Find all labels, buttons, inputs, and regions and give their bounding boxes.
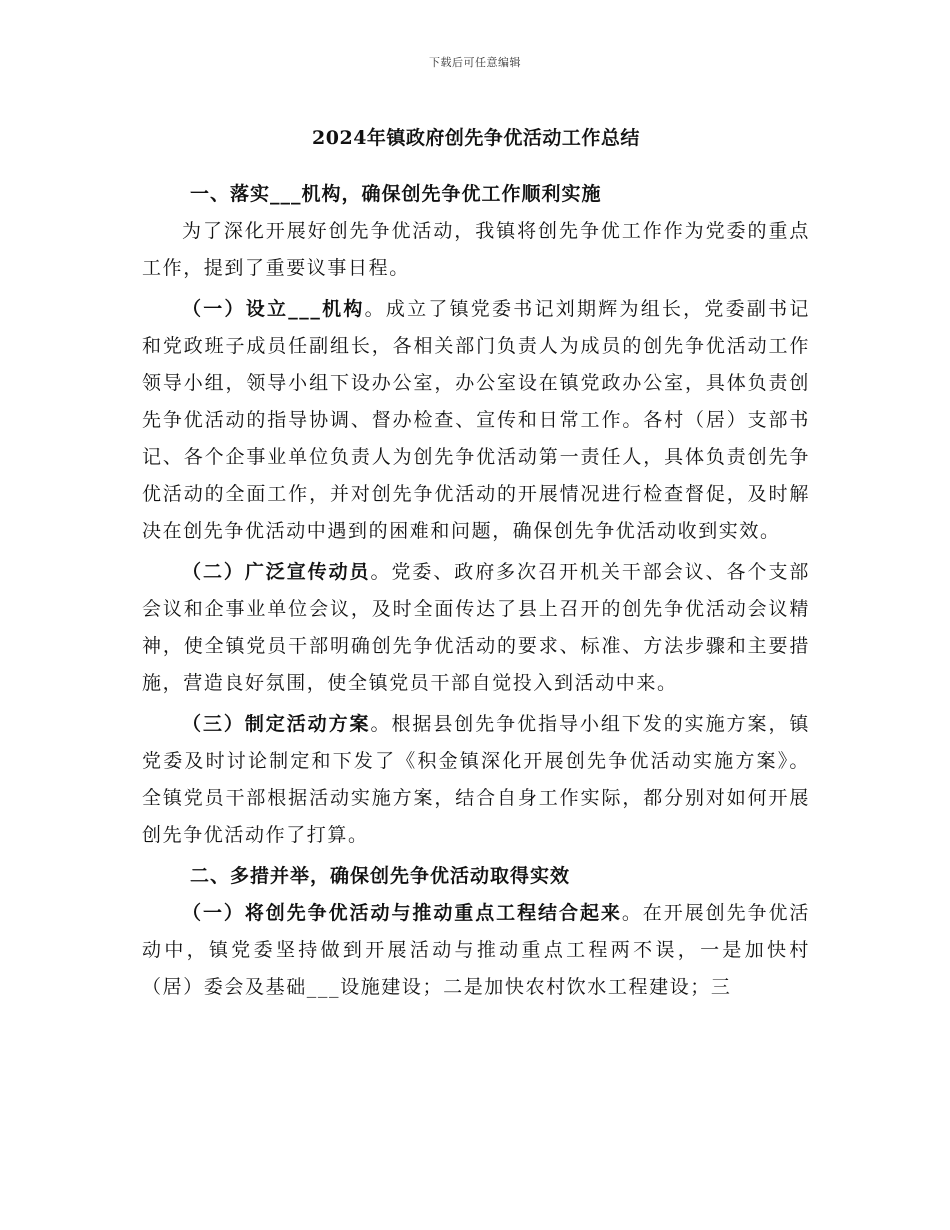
header-note: 下载后可任意编辑	[429, 56, 521, 69]
section-heading-2: 二、多措并举，确保创先争优活动取得实效	[190, 865, 571, 887]
document-body	[142, 118, 810, 1006]
section-1-item-3	[142, 706, 810, 854]
item-lead: （一）设立___机构	[182, 298, 365, 320]
section-1-item-2	[142, 554, 810, 702]
item-lead: （三）制定活动方案	[182, 713, 371, 735]
section-1-intro: 为了深化开展好创先争优活动，我镇将创先争优工作作为党委的重点工作，提到了重要议事日程。	[142, 220, 810, 279]
document-title: 2024年镇政府创先争优活动工作总结	[312, 127, 640, 149]
section-2-item-1	[142, 895, 810, 1006]
item-text: 。在开展创先争优活动中，镇党委坚持做到开展活动与推动重点工程两不误，一是加快村（居）委会及基础___设施建设；二是加快农村饮水工程建设；三	[142, 902, 810, 998]
item-lead: （二）广泛宣传动员	[182, 561, 371, 583]
section-heading-1: 一、落实___机构，确保创先争优工作顺利实施	[190, 183, 602, 205]
section-1-item-1	[142, 291, 810, 550]
item-text: 。党委、政府多次召开机关干部会议、各个支部会议和企事业单位会议，及时全面传达了县上召开的创先争优活动会议精神，使全镇党员干部明确创先争优活动的要求、标准、方法步骤和主要措施，营造良好氛围，使全镇党员干部自觉投入到活动中来。	[142, 561, 810, 694]
item-lead: （一）将创先争优活动与推动重点工程结合起来	[182, 902, 622, 924]
item-text: 。根据县创先争优指导小组下发的实施方案，镇党委及时讨论制定和下发了《积金镇深化开展创先争优活动实施方案》。全镇党员干部根据活动实施方案，结合自身工作实际，都分别对如何开展创先争优活动作了打算。	[142, 713, 810, 846]
item-text: 。成立了镇党委书记刘期辉为组长，党委副书记和党政班子成员任副组长，各相关部门负责人为成员的创先争优活动工作领导小组，领导小组下设办公室，办公室设在镇党政办公室，具体负责创先争优活动的指导协调、督办检查、宣传和日常工作。各村（居）支部书记、各个企事业单位负责人为创先争优活动第一责任人，具体负责创先争优活动的全面工作，并对创先争优活动的开展情况进行检查督促，及时解决在创先争优活动中遇到的困难和问题，确保创先争优活动收到实效。	[142, 298, 810, 542]
